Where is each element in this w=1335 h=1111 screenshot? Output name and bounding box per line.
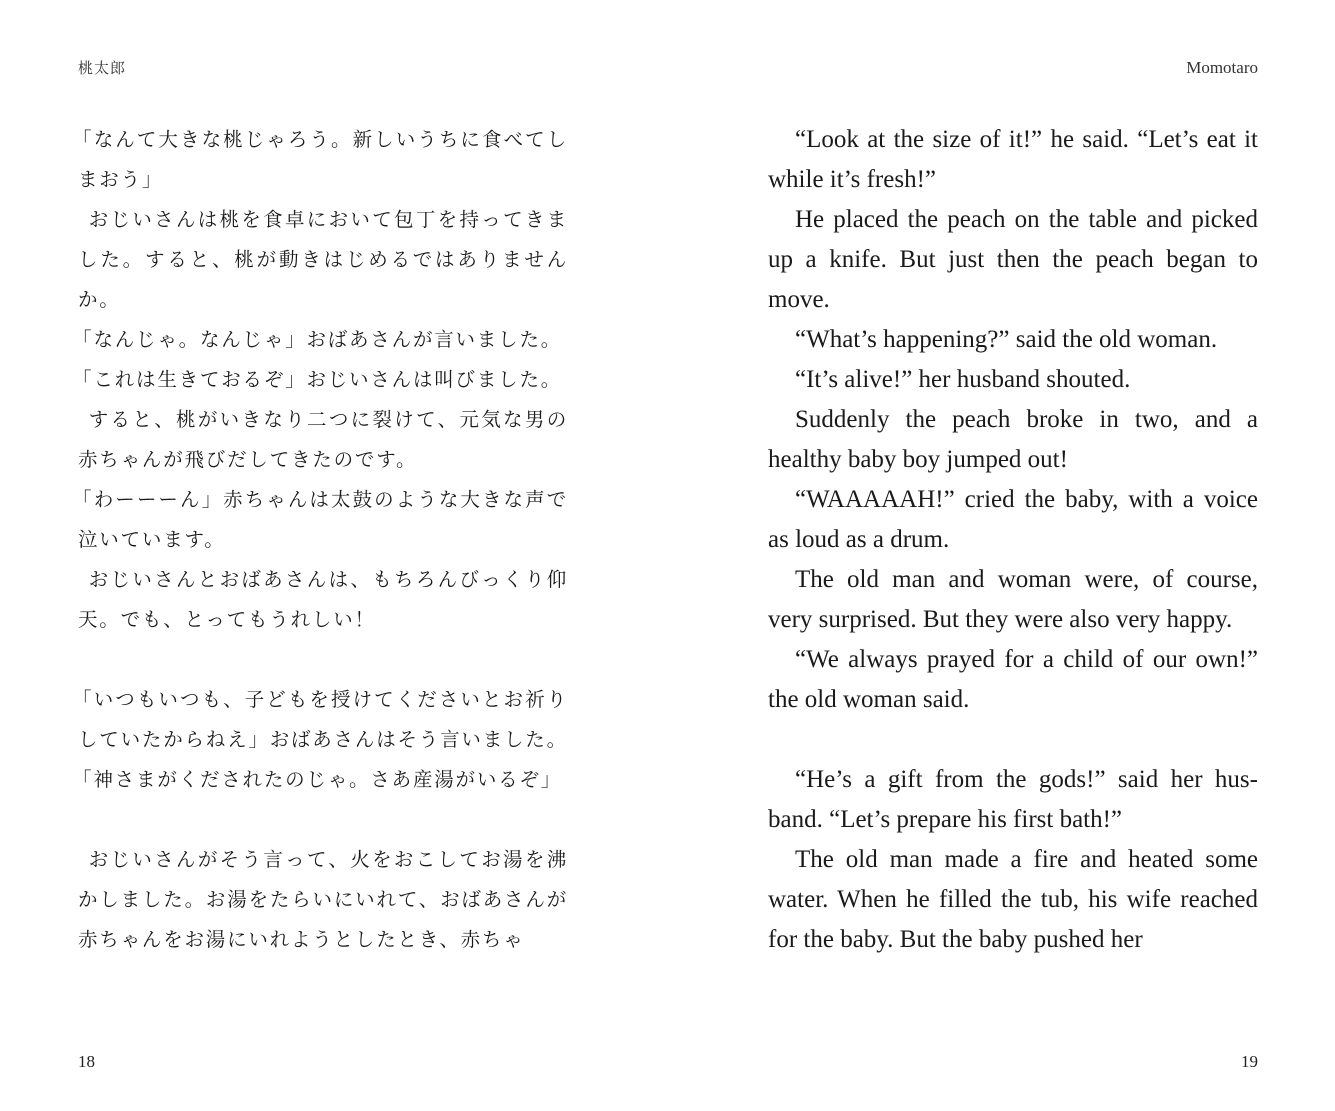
paragraph-gap <box>768 720 1258 760</box>
paragraph: The old man and woman were, of course, very surprised. But they were also very happy. <box>768 566 1258 633</box>
paragraph: おじいさんは桃を食卓において包丁を持ってきました。すると、桃が動きはじめるではありませんか。 <box>78 208 568 311</box>
paragraph: “We always prayed for a child of our own!” the old woman said. <box>768 646 1258 713</box>
english-body-text <box>768 120 1258 960</box>
paragraph-gap <box>78 800 568 840</box>
running-head-english: Momotaro <box>1186 58 1258 77</box>
paragraph: “Look at the size of it!” he said. “Let’s eat it while it’s fresh!” <box>768 126 1258 193</box>
running-head-japanese: 桃太郎 <box>78 59 127 77</box>
page-number-left: 18 <box>78 1052 95 1071</box>
paragraph: 「なんて大きな桃じゃろう。新しいうちに食べてしまおう」 <box>72 128 568 191</box>
paragraph: 「いつもいつも、子どもを授けてくださいとお祈りしていたからねえ」おばあさんはそう言いました。 <box>72 688 568 751</box>
paragraph: “He’s a gift from the gods!” said her hus-band. “Let’s prepare his first bath!” <box>768 766 1258 833</box>
paragraph: 「なんじゃ。なんじゃ」おばあさんが言いました。 <box>72 328 563 351</box>
paragraph: “WAAAAAH!” cried the baby, with a voice as loud as a drum. <box>768 486 1258 553</box>
paragraph: The old man made a fire and heated some water. When he filled the tub, his wife reached for the baby. But the baby pushed her <box>768 846 1258 953</box>
page-number-right: 19 <box>1241 1052 1258 1071</box>
paragraph: “It’s alive!” her husband shouted. <box>795 366 1131 393</box>
paragraph: おじいさんがそう言って、火をおこしてお湯を沸かしました。お湯をたらいにいれて、おばあさんが赤ちゃんをお湯にいれようとしたとき、赤ちゃ <box>78 848 568 951</box>
paragraph: すると、桃がいきなり二つに裂けて、元気な男の赤ちゃんが飛びだしてきたのです。 <box>78 408 568 471</box>
paragraph-gap <box>78 640 568 680</box>
right-page <box>667 0 1335 1111</box>
paragraph: 「神さまがくだされたのじゃ。さあ産湯がいるぞ」 <box>72 768 563 791</box>
paragraph: おじいさんとおばあさんは、もちろんびっくり仰天。でも、とってもうれしい！ <box>78 568 568 631</box>
left-page <box>0 0 667 1111</box>
paragraph: 「わーーーん」赤ちゃんは太鼓のような大きな声で泣いています。 <box>72 488 568 551</box>
paragraph: “What’s happening?” said the old woman. <box>795 326 1218 353</box>
paragraph: Suddenly the peach broke in two, and a healthy baby boy jumped out! <box>768 406 1258 473</box>
japanese-body-text <box>72 120 568 960</box>
paragraph: He placed the peach on the table and picked up a knife. But just then the peach began to move. <box>768 206 1258 313</box>
paragraph: 「これは生きておるぞ」おじいさんは叫びました。 <box>72 368 563 391</box>
